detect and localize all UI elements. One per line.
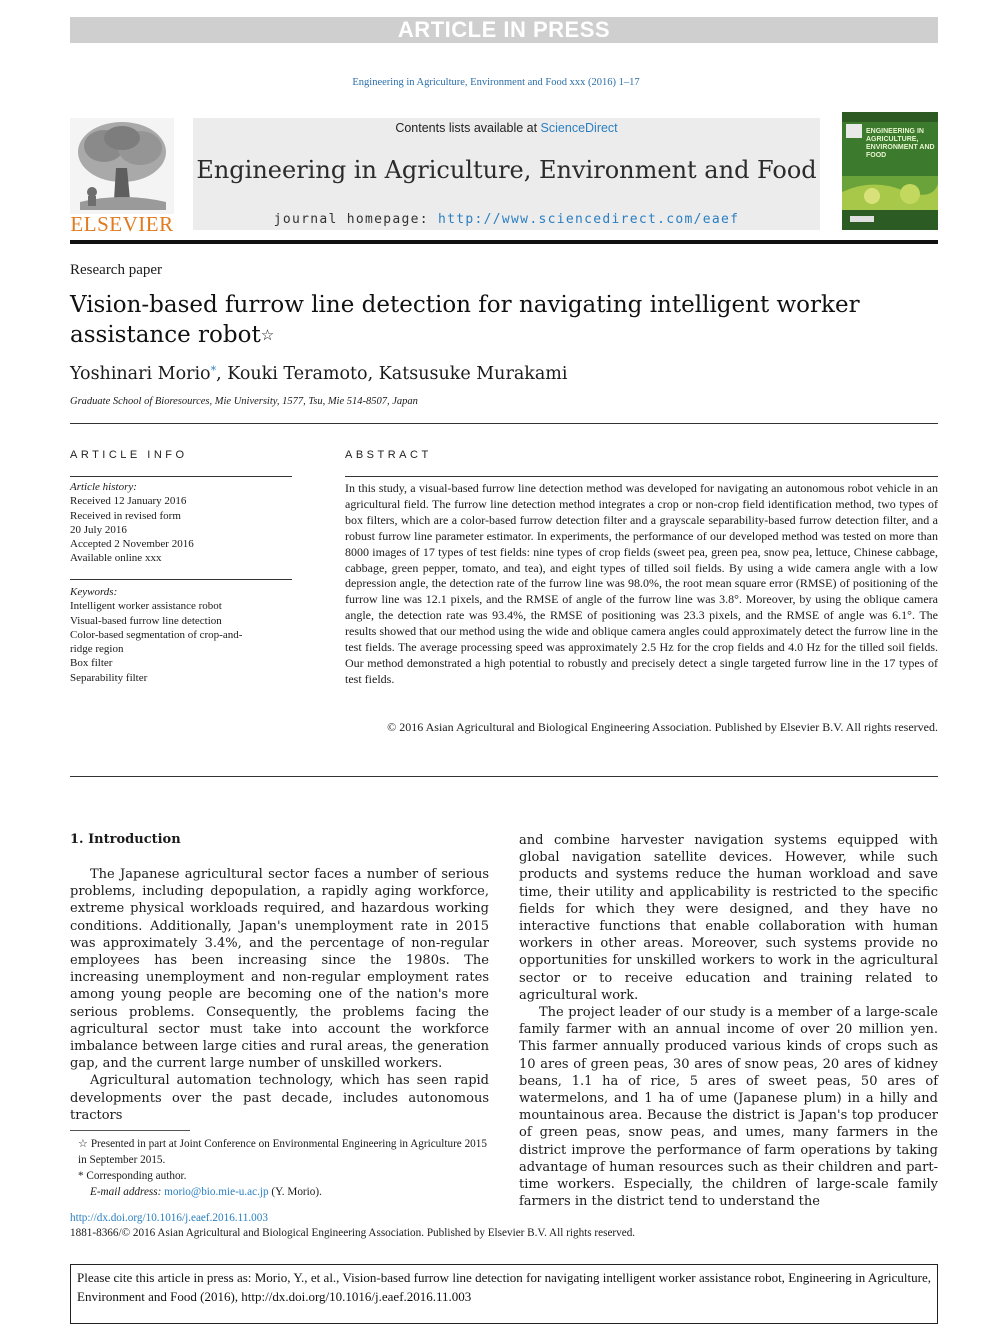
history-item: Received in revised form xyxy=(70,509,181,522)
paragraph: The project leader of our study is a member of a large-scale family farmer with an annual income of over 20 million yen. This farmer annually produced various kinds of crops such as 10 ares of green peas, 30 ares of snow peas, 20 ares of kidney beans, 1.1 ha of rice, 5 ares of sweet peas, 50 ares of watermelons, and 1 ha of ume (Japanese plum) in a hilly and mountainous area. Because the district is Japan's top producer of green peas, snow peas, and umes, many farmers in the district improve the performance of farm operations by taking advantage of human resources such as their children and part-time workers. Especially, the children of large-scale family farmers in the district tend to understand the xyxy=(519,1005,938,1210)
email-label: E-mail address: xyxy=(90,1186,165,1198)
contents-prefix: Contents lists available at xyxy=(395,121,541,135)
journal-banner xyxy=(193,118,820,230)
elsevier-logo xyxy=(70,118,174,234)
corresponding-author-mark[interactable]: * xyxy=(210,364,217,377)
article-title-text: Vision-based furrow line detection for navigating intelligent worker assistance robot xyxy=(70,292,860,348)
history-item: 20 July 2016 xyxy=(70,523,127,536)
abstract-copyright: © 2016 Asian Agricultural and Biological Engineering Association. Published by Elsevier B.V. All rights reserved. xyxy=(387,720,938,734)
history-item: Available online xxx xyxy=(70,552,162,565)
keywords xyxy=(70,585,300,685)
homepage-link[interactable]: http://www.sciencedirect.com/eaef xyxy=(438,212,740,227)
citation-text: Please cite this article in press as: Morio, Y., et al., Vision-based furrow line detection for navigating intelligent worker assistance robot, Engineering in Agriculture, Environment and Food (2016), http://dx.doi.org/10.1016/j.eaef.2016.11.003 xyxy=(77,1270,931,1304)
abstract-bottom-rule xyxy=(70,776,938,777)
keyword-item: ridge region xyxy=(70,643,124,656)
abstract-body: In this study, a visual-based furrow line detection method was developed for navigating an autonomous robot vehicle in an agricultural field. The furrow line detection method integrates a crop or non-crop field identification method, two types of box filters, which are a color-based furrow detection filter and a grayscale separability-based furrow detection filter, and a robust furrow line parameter estimator. In experiments, the performance of our developed method was tested on more than 8000 images of 17 types of test fields: nine types of crop fields (sweet pea, green pea, snow pea, lettuce, Chinese cabbage, cabbage, green pepper, tomato, and tea), and eight types of tilled soil fields. By using a wide camera angle with a low depression angle, the detection rate of the furrow line was 98.0%, the root mean square error (RMSE) of positioning of the furrow line was 12.1 pixels, and the RMSE of angle of the furrow line was 3.8°. Moreover, by using the oblique camera angle, the detection rate was 93.4%, the RMSE of positioning was 23.3 pixels, and the RMSE of angle was 6.1°. The results showed that our method using the wide and oblique camera angles could approximately detect the furrow line in the test fields. The average processing speed was approximately 2.5 Hz for the crop fields and 4.0 Hz for the tilled soil fields. Our method demonstrated a high potential to robustly and precisely detect a single targeted furrow line in the 17 types of test fields. xyxy=(345,481,938,686)
keywords-rule xyxy=(70,579,292,580)
article-title xyxy=(70,290,860,350)
article-info-rule xyxy=(70,476,292,477)
sciencedirect-link[interactable]: ScienceDirect xyxy=(540,121,618,135)
history-item: Accepted 2 November 2016 xyxy=(70,538,194,551)
info-top-rule xyxy=(70,423,938,424)
doi-link[interactable]: http://dx.doi.org/10.1016/j.eaef.2016.11.003 xyxy=(70,1212,268,1224)
citation-box xyxy=(70,1264,938,1324)
history-item: Received 12 January 2016 xyxy=(70,495,187,508)
contents-line xyxy=(193,121,820,135)
left-column xyxy=(70,866,489,1124)
article-history xyxy=(70,480,300,566)
right-column xyxy=(519,832,938,1210)
author-morio[interactable]: Yoshinari Morio xyxy=(70,364,211,384)
footnote-presented: ☆ Presented in part at Joint Conference on Environmental Engineering in Agriculture 2015 in September 2015. xyxy=(78,1138,487,1166)
title-footnote-mark[interactable]: ☆ xyxy=(260,326,275,344)
header-rule xyxy=(70,240,938,244)
keyword-item: Box filter xyxy=(70,657,113,670)
article-info-header: ARTICLE INFO xyxy=(70,449,188,461)
keyword-item: Separability filter xyxy=(70,671,148,684)
footnote-corresponding: * Corresponding author. xyxy=(78,1170,187,1182)
journal-title: Engineering in Agriculture, Environment and Food xyxy=(196,156,817,184)
keywords-label: Keywords: xyxy=(70,586,118,598)
footnote-email xyxy=(70,1184,489,1200)
article-in-press-banner: ARTICLE IN PRESS xyxy=(70,17,938,43)
elsevier-tree-icon xyxy=(70,118,174,214)
email-suffix: (Y. Morio). xyxy=(268,1186,322,1198)
journal-cover[interactable] xyxy=(842,112,938,230)
elsevier-wordmark: ELSEVIER xyxy=(70,212,174,236)
cover-title: ENGINEERING IN AGRICULTURE, ENVIRONMENT AND FOOD xyxy=(866,128,935,159)
affiliation: Graduate School of Bioresources, Mie University, 1577, Tsu, Mie 514-8507, Japan xyxy=(70,396,418,407)
keyword-item: Intelligent worker assistance robot xyxy=(70,600,222,613)
footnote-rule xyxy=(70,1130,190,1131)
keyword-item: Color-based segmentation of crop-and- xyxy=(70,628,243,641)
issn-copyright: 1881-8366/© 2016 Asian Agricultural and Biological Engineering Association. Published by Elsevier B.V. All rights reserved. xyxy=(70,1227,636,1239)
paragraph: and combine harvester navigation systems equipped with global navigation satellite devices. However, while such products and systems reduce the human workload and save time, their utility and applicability is restricted to the specific fields for which they were designed, and they have no interactive functions that enable collaboration with human workers in other areas. Moreover, such systems provide no opportunities for unskilled workers to work in the agricultural sector or to receive education and training related to agricultural work. xyxy=(519,833,938,1003)
email-link[interactable]: morio@bio.mie-u.ac.jp xyxy=(164,1186,269,1198)
abstract-rule xyxy=(345,476,938,477)
authors-rest: , Kouki Teramoto, Katsusuke Murakami xyxy=(216,364,568,384)
paragraph: Agricultural automation technology, which has seen rapid developments over the past decade, includes autonomous tractors xyxy=(70,1073,489,1123)
keyword-item: Visual-based furrow line detection xyxy=(70,614,222,627)
homepage-prefix: journal homepage: xyxy=(273,212,439,227)
article-type: Research paper xyxy=(70,262,163,278)
footnotes xyxy=(70,1136,489,1200)
section-heading-introduction: 1. Introduction xyxy=(70,832,181,847)
history-label: Article history: xyxy=(70,481,137,493)
abstract-header: ABSTRACT xyxy=(345,449,432,461)
journal-homepage xyxy=(193,212,820,227)
journal-citation-header[interactable]: Engineering in Agriculture, Environment and Food xxx (2016) 1–17 xyxy=(352,77,640,88)
paragraph: The Japanese agricultural sector faces a number of serious problems, including depopulation, a rapidly aging workforce, extreme physical workloads required, and hazardous working conditions. Additionally, Japan's unemployment rate in 2015 was approximately 3.4%, and the percentage of non-regular employees has been increasing since the 1980s. The increasing unemployment and non-regular employment rates among young people are becoming one of the nation's more serious problems. Consequently, the problems facing the agricultural sector must take into account the workforce imbalance between large cities and rural areas, the generation gap, and the current large number of unskilled workers. xyxy=(70,867,489,1072)
author-list xyxy=(70,364,568,384)
